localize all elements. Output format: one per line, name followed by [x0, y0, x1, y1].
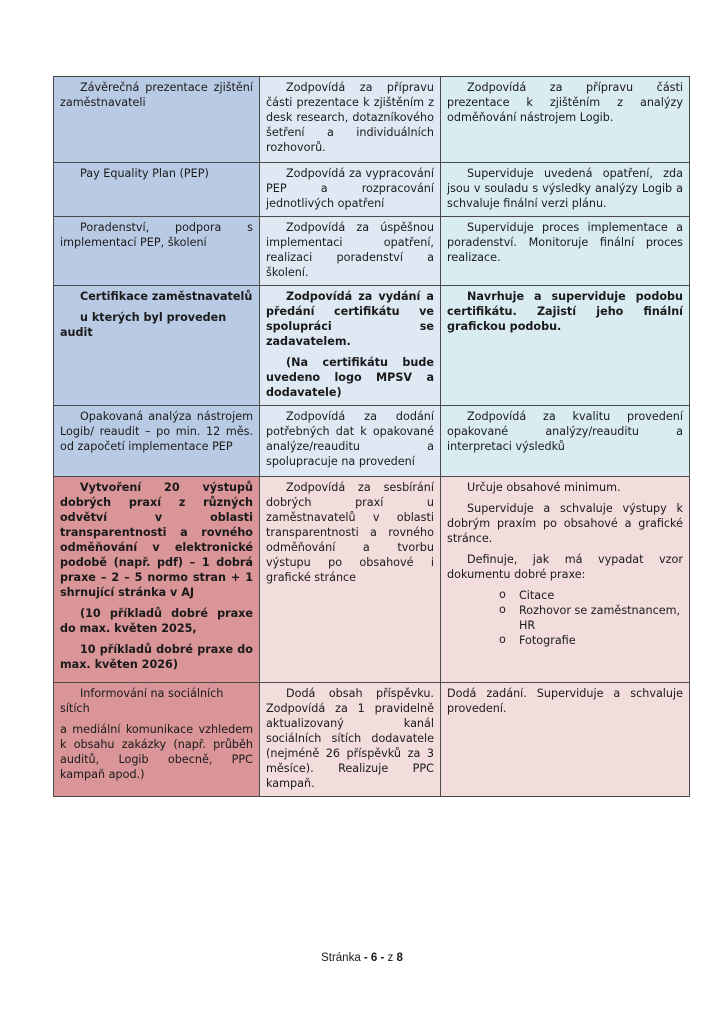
table-row: [54, 77, 690, 163]
cell-text: Zodpovídá za sesbírání dobrých praxí u zaměstnavatelů v oblasti transparentnosti a rovného odměňování a tvorbu výstupu po obsahové i grafické stránce: [266, 481, 434, 584]
client-cell: [441, 217, 690, 286]
cell-text: Zodpovídá za kvalitu provedení opakované analýzy/reauditu a interpretaci výsledků: [447, 410, 683, 453]
page-total: 8: [396, 952, 403, 964]
cell-text: Zodpovídá za vydání a předání certifikátu ve spolupráci se zadavatelem.: [266, 290, 434, 348]
contractor-cell: [260, 217, 441, 286]
cell-text: Superviduje uvedená opatření, zda jsou v souladu s výsledky analýzy Logib a schvaluje finální verzi plánu.: [447, 167, 683, 210]
activity-cell: [54, 406, 260, 477]
cell-text: Dodá zadání. Superviduje a schvaluje provedení.: [447, 687, 683, 715]
cell-text: Vytvoření 20 výstupů dobrých praxí z různých odvětví v oblasti transparentnosti a rovného odměňování v elektronické podobě (např. pdf) – 1 dobrá praxe – 2 – 5 normo stran + 1 shrnující stránka v AJ: [60, 481, 253, 599]
activity-cell: [54, 163, 260, 217]
cell-text: Opakovaná analýza nástrojem Logib/ reaudit – po min. 12 měs. od započetí implementace PEP: [60, 410, 253, 453]
cell-text: Definuje, jak má vypadat vzor dokumentu dobré praxe:: [447, 553, 683, 581]
cell-text: Poradenství, podpora s implementací PEP, školení: [60, 221, 253, 249]
contractor-cell: [260, 77, 441, 163]
table-row: [54, 286, 690, 406]
cell-text: Certifikace zaměstnavatelů: [80, 290, 253, 303]
cell-text: Navrhuje a superviduje podobu certifikátu. Zajistí jeho finální grafickou podobu.: [447, 290, 683, 333]
cell-text: 10 příkladů dobré praxe do max. květen 2026): [60, 643, 253, 671]
cell-text: Pay Equality Plan (PEP): [80, 167, 209, 180]
client-cell: [441, 683, 690, 797]
client-cell: [441, 286, 690, 406]
cell-text: (10 příkladů dobré praxe do max. květen 2025,: [60, 607, 253, 635]
cell-text: Zodpovídá za úspěšnou implementaci opatření, realizaci poradenství a školení.: [266, 221, 434, 279]
cell-text: Superviduje proces implementace a poradenství. Monitoruje finální proces realizace.: [447, 221, 683, 264]
cell-text: Superviduje a schvaluje výstupy k dobrým praxím po obsahové a grafické stránce.: [447, 502, 683, 545]
contractor-cell: [260, 477, 441, 683]
cell-text: (Na certifikátu bude uvedeno logo MPSV a dodavatele): [266, 356, 434, 399]
cell-text: Zodpovídá za dodání potřebných dat k opakované analýze/reauditu a spolupracuje na provedení: [266, 410, 434, 468]
responsibility-table: [53, 76, 690, 797]
activity-cell: [54, 217, 260, 286]
cell-text: Dodá obsah příspěvku. Zodpovídá za 1 pravidelně aktualizovaný kanál sociálních sítích dodavatele (nejméně 26 příspěvků za 3 měsíce). Realizuje PPC kampaň.: [266, 687, 434, 790]
client-cell: [441, 77, 690, 163]
contractor-cell: [260, 286, 441, 406]
cell-text: Zodpovídá za přípravu části prezentace k zjištěním z desk research, dotazníkového šetření a individuálních rozhovorů.: [266, 81, 434, 154]
contractor-cell: [260, 163, 441, 217]
cell-text: Zodpovídá za přípravu části prezentace k zjištěním z analýzy odměňování nástrojem Logib.: [447, 81, 683, 124]
client-cell: [441, 406, 690, 477]
table-row: [54, 217, 690, 286]
cell-text: a mediální komunikace vzhledem k obsahu zakázky (např. průběh auditů, Logib obecně, PPC kampaň apod.): [60, 723, 253, 781]
contractor-cell: [260, 683, 441, 797]
cell-text: Zodpovídá za vypracování PEP a rozpracování jednotlivých opatření: [266, 167, 434, 210]
cell-text: Informování na sociálních sítích: [60, 687, 224, 715]
cell-text: Určuje obsahové minimum.: [467, 481, 621, 494]
client-cell: [441, 163, 690, 217]
footer-middle: z: [384, 952, 397, 964]
footer-prefix: Stránka: [321, 952, 364, 964]
client-cell: [441, 477, 690, 683]
activity-cell: [54, 683, 260, 797]
table-row: [54, 406, 690, 477]
page-number: - 6 -: [363, 952, 385, 964]
page-footer: [0, 952, 724, 964]
cell-text: Závěrečná prezentace zjištění zaměstnavateli: [60, 81, 253, 109]
contractor-cell: [260, 406, 441, 477]
activity-cell: [54, 77, 260, 163]
table-row: [54, 477, 690, 683]
activity-cell: [54, 286, 260, 406]
cell-text: u kterých byl proveden audit: [60, 311, 227, 339]
list-item: o Citace: [519, 588, 683, 603]
table-row: [54, 683, 690, 797]
template-content-list: [447, 588, 683, 648]
list-item: o Rozhovor se zaměstnancem, HR: [519, 603, 683, 633]
activity-cell: [54, 477, 260, 683]
table-row: [54, 163, 690, 217]
list-item: o Fotografie: [519, 633, 683, 648]
